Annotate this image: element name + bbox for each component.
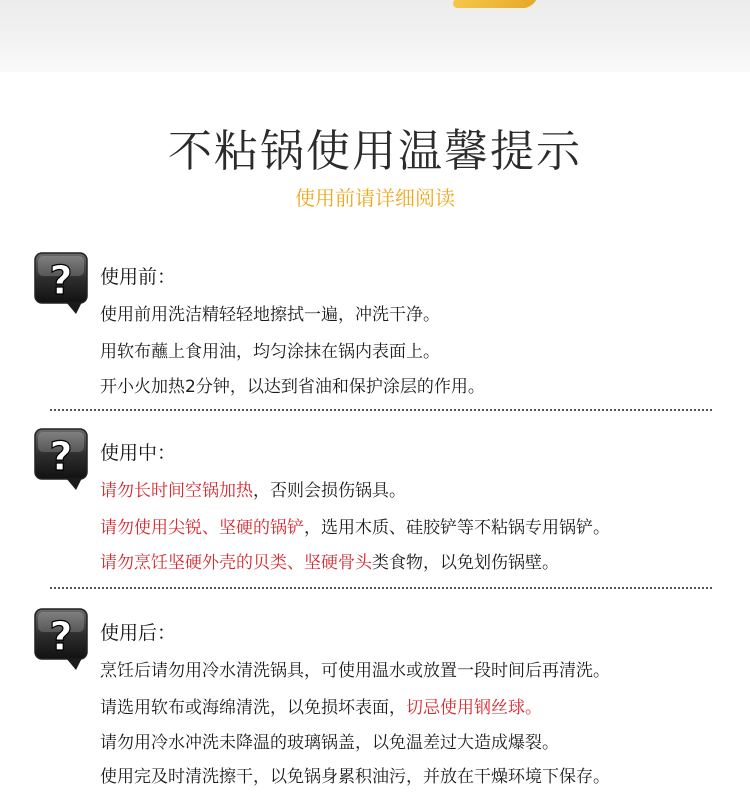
svg-text:?: ?: [49, 434, 73, 480]
section-heading: 使用前：: [100, 266, 177, 288]
question-icon: [32, 604, 94, 676]
divider: [50, 409, 712, 411]
list-item: 请勿烹饪坚硬外壳的贝类、坚硬骨头类食物，以免划伤锅壁。: [100, 553, 559, 573]
page-title: 不粘锅使用温馨提示: [168, 126, 582, 177]
product-image-edge: [450, 0, 536, 8]
section-heading: 使用后：: [100, 622, 177, 644]
question-icon: [32, 248, 94, 320]
list-item: 请勿长时间空锅加热，否则会损伤锅具。: [100, 481, 406, 501]
top-product-band: [0, 0, 750, 72]
svg-text:?: ?: [49, 258, 73, 304]
list-item: 烹饪后请勿用冷水清洗锅具，可使用温水或放置一段时间后再清洗。: [100, 661, 610, 681]
list-item: 用软布蘸上食用油，均匀涂抹在锅内表面上。: [100, 342, 440, 362]
list-item: 使用完及时清洗擦干，以免锅身累积油污，并放在干燥环境下保存。: [100, 767, 610, 787]
list-item: 使用前用洗洁精轻轻地擦拭一遍，冲洗干净。: [100, 305, 440, 325]
divider: [50, 587, 712, 589]
section-heading: 使用中：: [100, 442, 177, 464]
page-subtitle: 使用前请详细阅读: [295, 186, 455, 210]
list-item: 请勿使用尖锐、坚硬的锅铲，选用木质、硅胶铲等不粘锅专用锅铲。: [100, 518, 610, 538]
svg-text:?: ?: [49, 614, 73, 660]
list-item: 请勿用冷水冲洗未降温的玻璃锅盖，以免温差过大造成爆裂。: [100, 733, 559, 753]
list-item: 请选用软布或海绵清洗，以免损坏表面，切忌使用钢丝球。: [100, 698, 542, 718]
list-item: 开小火加热2分钟，以达到省油和保护涂层的作用。: [100, 377, 485, 397]
question-icon: [32, 424, 94, 496]
